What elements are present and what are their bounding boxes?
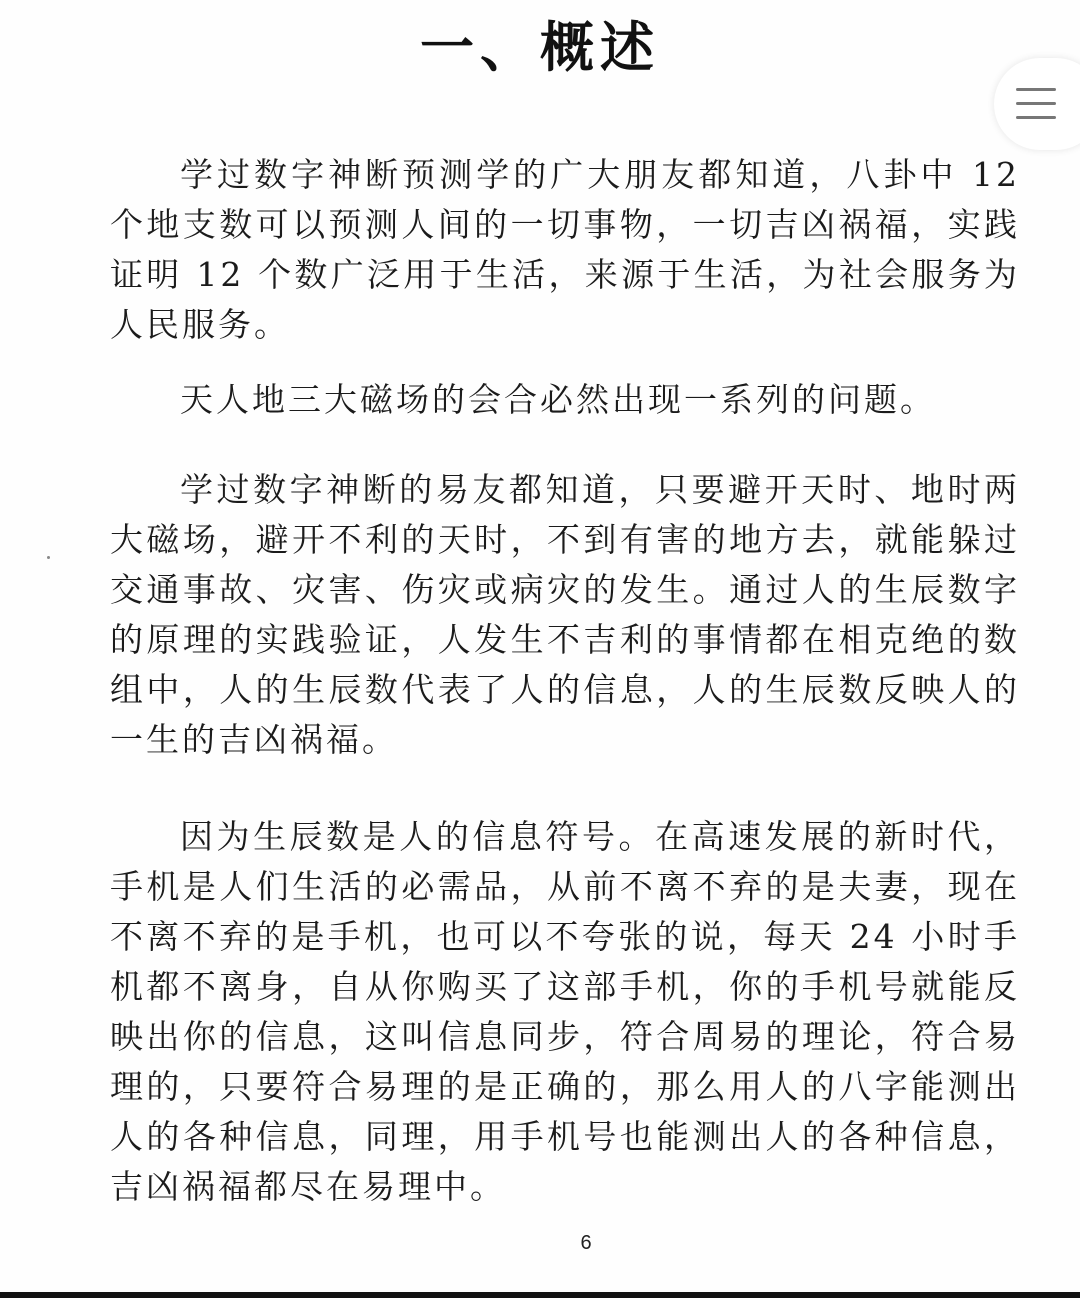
page-title: 一、概述 <box>420 15 660 79</box>
paragraph-2 <box>110 375 1020 425</box>
paragraph-text: 学过数字神断的易友都知道，只要避开天时、地时两大磁场，避开不利的天时，不到有害的地方去，就能躲过交通事故、灾害、伤灾或病灾的发生。通过人的生辰数字的原理的实践验证，人发生不吉利的事情都在相克绝的数组中，人的生辰数代表了人的信息，人的生辰数反映人的一生的吉凶祸福。 <box>110 470 1020 759</box>
scan-speck <box>47 556 50 559</box>
page-number: 6 <box>580 1232 592 1254</box>
paragraph-text: 天人地三大磁场的会合必然出现一系列的问题。 <box>180 380 936 419</box>
paragraph-1 <box>110 150 1020 350</box>
paragraph-text: 学过数字神断预测学的广大朋友都知道，八卦中 12 个地支数可以预测人间的一切事物，一切吉凶祸福，实践证明 12 个数广泛用于生活，来源于生活，为社会服务为人民服务。 <box>110 155 1020 344</box>
floating-menu-button[interactable] <box>994 58 1080 150</box>
hamburger-menu-icon[interactable] <box>1016 88 1056 120</box>
bottom-edge-bar <box>0 1292 1080 1298</box>
paragraph-4 <box>110 812 1020 1212</box>
paragraph-3 <box>110 465 1020 765</box>
paragraph-text: 因为生辰数是人的信息符号。在高速发展的新时代，手机是人们生活的必需品，从前不离不弃的是夫妻，现在不离不弃的是手机，也可以不夸张的说，每天 24 小时手机都不离身，自从你购买了这部手机，你的手机号就能反映出你的信息，这叫信息同步，符合周易的理论，符合易理的，只要符合易理的是正确的，那么用人的八字能测出人的各种信息，同理，用手机号也能测出人的各种信息，吉凶祸福都尽在易理中。 <box>110 817 1020 1206</box>
